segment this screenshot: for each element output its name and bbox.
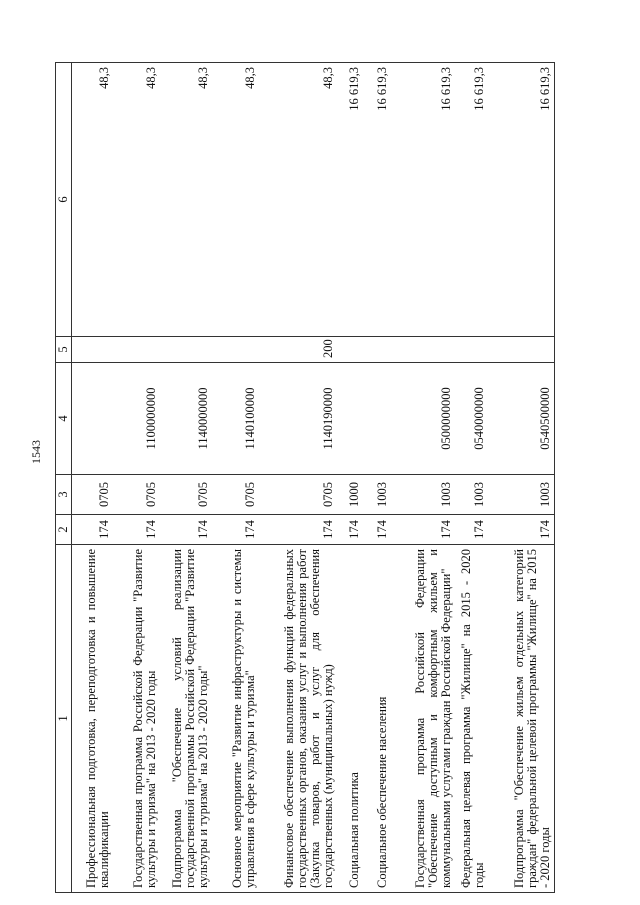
row-ministry-code: 174 (391, 515, 456, 545)
row-section-code: 1003 (488, 475, 555, 515)
row-ministry-code: 174 (337, 515, 363, 545)
row-section-code: 0705 (212, 475, 259, 515)
row-target-code: 1140000000 (160, 363, 212, 475)
row-expense-type: 200 (259, 337, 337, 363)
row-amount: 16 619,3 (363, 63, 391, 337)
row-target-code (337, 363, 363, 475)
rotated-table-container (55, 63, 555, 893)
row-expense-type (455, 337, 487, 363)
row-section-code: 1003 (391, 475, 456, 515)
table-row (455, 63, 487, 893)
row-expense-type (363, 337, 391, 363)
column-header: 5 (56, 337, 72, 363)
row-target-code: 1100000000 (113, 363, 160, 475)
row-ministry-code: 174 (488, 515, 555, 545)
table-row (488, 63, 555, 893)
row-ministry-code: 174 (160, 515, 212, 545)
row-expense-type (160, 337, 212, 363)
row-amount: 16 619,3 (391, 63, 456, 337)
row-expense-type (391, 337, 456, 363)
row-name: Государственная программа Российской Федерации "Обеспечение доступным и комфортным жильем и коммунальными услугами граждан Российской Федерации" (391, 545, 456, 893)
row-section-code: 0705 (72, 475, 113, 515)
row-target-code: 1140190000 (259, 363, 337, 475)
row-amount: 48,3 (212, 63, 259, 337)
row-ministry-code: 174 (113, 515, 160, 545)
row-ministry-code: 174 (259, 515, 337, 545)
table-row (259, 63, 337, 893)
row-expense-type (212, 337, 259, 363)
row-section-code: 0705 (113, 475, 160, 515)
table-row (363, 63, 391, 893)
row-ministry-code: 174 (363, 515, 391, 545)
row-amount: 16 619,3 (455, 63, 487, 337)
row-target-code (72, 363, 113, 475)
column-header: 1 (56, 545, 72, 893)
row-ministry-code: 174 (212, 515, 259, 545)
column-header: 3 (56, 475, 72, 515)
row-ministry-code: 174 (72, 515, 113, 545)
row-expense-type (72, 337, 113, 363)
row-section-code: 1003 (363, 475, 391, 515)
row-name: Финансовое обеспечение выполнения функций федеральных государственных органов, оказания услуг и выполнения работ (Закупка товаров, работ и услуг для обеспечения государственных (муниципальных) нужд) (259, 545, 337, 893)
row-name: Социальное обеспечение населения (363, 545, 391, 893)
row-amount: 16 619,3 (488, 63, 555, 337)
row-expense-type (113, 337, 160, 363)
row-target-code: 0500000000 (391, 363, 456, 475)
row-target-code: 0540500000 (488, 363, 555, 475)
row-section-code: 0705 (259, 475, 337, 515)
table-header-row (56, 63, 72, 893)
row-name: Основное мероприятие "Развитие инфраструктуры и системы управления в сфере культуры и туризма" (212, 545, 259, 893)
column-header: 6 (56, 63, 72, 337)
table-row (391, 63, 456, 893)
row-name: Подпрограмма "Обеспечение условий реализации государственной программы Российской Федерации "Развитие культуры и туризма" на 2013 - 2020 годы" (160, 545, 212, 893)
row-amount: 48,3 (259, 63, 337, 337)
row-section-code: 1000 (337, 475, 363, 515)
budget-table (55, 62, 555, 893)
column-header: 4 (56, 363, 72, 475)
row-name: Социальная политика (337, 545, 363, 893)
row-target-code: 1140100000 (212, 363, 259, 475)
row-expense-type (337, 337, 363, 363)
row-target-code: 0540000000 (455, 363, 487, 475)
row-amount: 48,3 (113, 63, 160, 337)
row-name: Подпрограмма "Обеспечение жильем отдельных категорий граждан" федеральной целевой программы "Жилище" на 2015 - 2020 годы (488, 545, 555, 893)
row-name: Профессиональная подготовка, переподготовка и повышение квалификации (72, 545, 113, 893)
row-target-code (363, 363, 391, 475)
table-row (113, 63, 160, 893)
column-header: 2 (56, 515, 72, 545)
table-row (212, 63, 259, 893)
table-row (72, 63, 113, 893)
row-amount: 48,3 (160, 63, 212, 337)
page-number: 1543 (29, 440, 43, 464)
table-row (337, 63, 363, 893)
row-name: Федеральная целевая программа "Жилище" на 2015 - 2020 годы (455, 545, 487, 893)
row-name: Государственная программа Российской Федерации "Развитие культуры и туризма" на 2013 - 2020 годы (113, 545, 160, 893)
row-expense-type (488, 337, 555, 363)
table-row (160, 63, 212, 893)
row-amount: 16 619,3 (337, 63, 363, 337)
row-amount: 48,3 (72, 63, 113, 337)
row-ministry-code: 174 (455, 515, 487, 545)
row-section-code: 0705 (160, 475, 212, 515)
row-section-code: 1003 (455, 475, 487, 515)
